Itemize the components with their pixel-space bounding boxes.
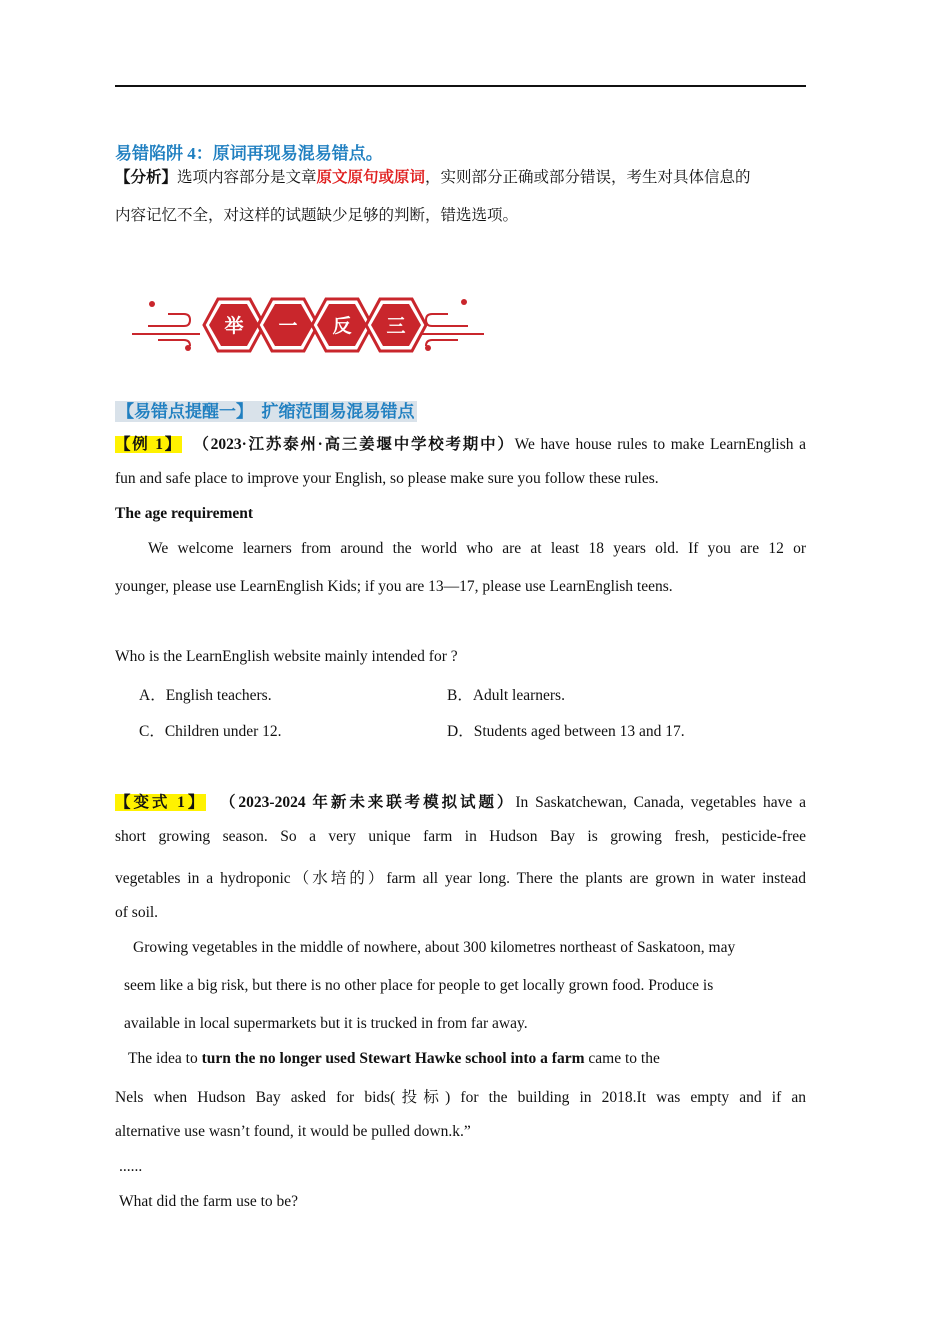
variant1-p2-line-1: Growing vegetables in the middle of nowhere, about 300 kilometres northeast of Saskatoon, may (133, 939, 736, 956)
variant1-line-1: 【变式 1】 （2023-2024 年新未来联考模拟试题）In Saskatchewan, Canada, vegetables have a (115, 794, 806, 811)
example1-heading: The age requirement (115, 505, 254, 522)
banner-char-4: 三 (386, 315, 406, 337)
header-rule (115, 85, 806, 87)
option-b[interactable]: B．Adult learners. (447, 687, 565, 704)
reminder-heading: 【易错点提醒一】 扩缩范围易混易错点 (117, 402, 415, 421)
analysis-line-1: 【分析】选项内容部分是文章原文原句或原词，实则部分正确或部分错误，考生对具体信息的 (115, 169, 751, 186)
variant1-label: 【变式 1】 (115, 794, 207, 811)
banner-char-1: 举 (224, 315, 244, 337)
option-d[interactable]: D．Students aged between 13 and 17. (447, 723, 685, 740)
example1-para-line-2: younger, please use LearnEnglish Kids; if you are 13—17, please use LearnEnglish teens. (115, 578, 673, 595)
example1-question: Who is the LearnEnglish website mainly intended for ? (115, 648, 458, 665)
example1-para-line-1: We welcome learners from around the world who are at least 18 years old. If you are 12 or (148, 540, 806, 557)
option-c[interactable]: C．Children under 12. (139, 723, 282, 740)
variant1-p2-line-2: seem like a big risk, but there is no other place for people to get locally grown food. Produce is (124, 977, 714, 994)
variant1-ellipsis: ...... (119, 1158, 143, 1175)
example1-line-2: fun and safe place to improve your English, so please make sure you follow these rules. (115, 470, 659, 487)
example1-source: （2023·江苏泰州·高三姜堰中学校考期中） (193, 436, 515, 453)
example1-label: 【例 1】 (115, 436, 183, 453)
variant1-p3-line-3: alternative use wasn’t found, it would be pulled down.k.” (115, 1123, 471, 1140)
option-a[interactable]: A．English teachers. (139, 687, 272, 704)
example1-line-1: 【例 1】 （2023·江苏泰州·高三姜堰中学校考期中）We have house rules to make LearnEnglish a (115, 436, 806, 453)
ornament-dot (149, 301, 155, 307)
trap-title: 易错陷阱 4：原词再现易混易错点。 (115, 144, 383, 163)
banner-char-2: 一 (278, 315, 298, 337)
analysis-line-2: 内容记忆不全，对这样的试题缺少足够的判断，错选选项。 (115, 207, 519, 224)
variant1-p3-bold: turn the no longer used Stewart Hawke school into a farm (201, 1050, 585, 1067)
analysis-label: 【分析】 (115, 169, 178, 186)
variant1-p3-line-1: The idea to turn the no longer used Stewart Hawke school into a farm came to the (128, 1050, 660, 1067)
variant1-p3-line-2: Nels when Hudson Bay asked for bids(投标) for the building in 2018.It was empty and if an (115, 1089, 806, 1106)
variant1-question: What did the farm use to be? (119, 1193, 299, 1210)
variant1-source: （2023-2024 年新未来联考模拟试题） (219, 794, 516, 811)
variant1-line-2: short growing season. So a very unique farm in Hudson Bay is growing fresh, pesticide-free (115, 828, 806, 845)
ornament-dot (461, 299, 467, 305)
ornament-dot (185, 345, 191, 351)
variant1-line-4: of soil. (115, 904, 159, 921)
banner-graphic (128, 292, 488, 358)
ornament-dot (425, 345, 431, 351)
variant1-p2-line-3: available in local supermarkets but it is trucked in from far away. (124, 1015, 528, 1032)
analysis-highlight: 原文原句或原词 (316, 169, 426, 186)
variant1-line-3: vegetables in a hydroponic（水培的）farm all year long. There the plants are grown in water instead (115, 870, 806, 887)
banner-char-3: 反 (332, 315, 352, 337)
